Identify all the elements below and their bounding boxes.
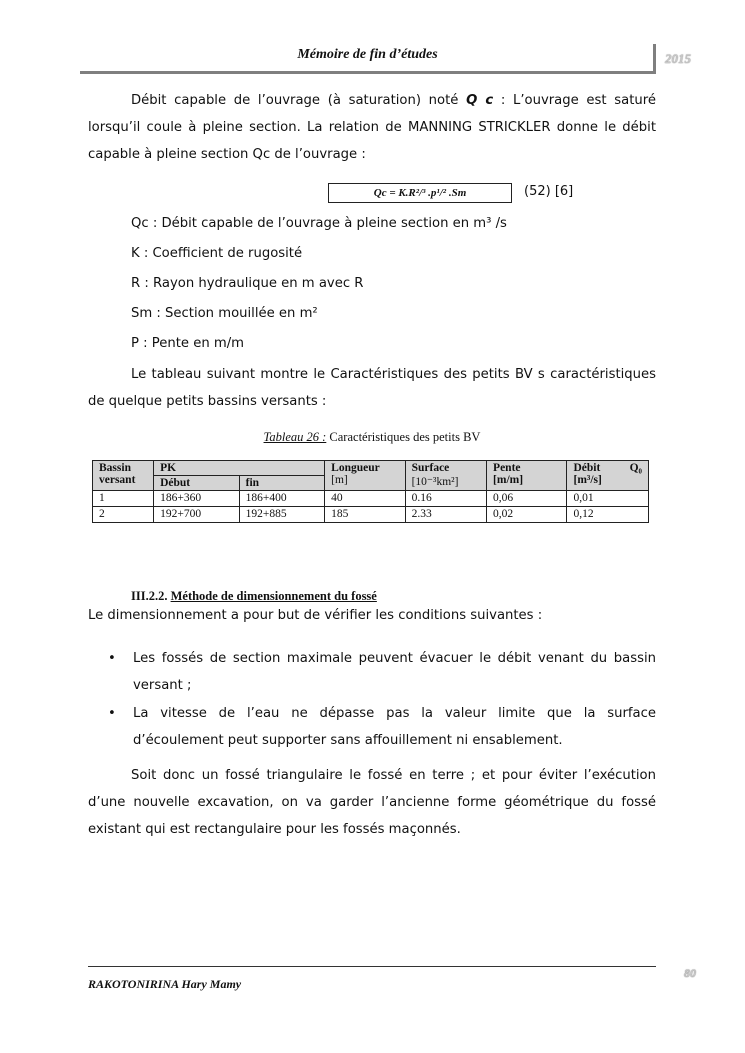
definition-p: P : Pente en m/m bbox=[131, 336, 245, 351]
cell-debut: 192+700 bbox=[154, 507, 240, 523]
definition-k: K : Coefficient de rugosité bbox=[131, 246, 303, 261]
list-item bbox=[88, 645, 656, 699]
intro-paragraph bbox=[88, 87, 656, 168]
list-item-text: Les fossés de section maximale peuvent évacuer le débit venant du bassin versant ; bbox=[133, 651, 656, 693]
header-debit-unit: [m³/s] bbox=[573, 474, 602, 486]
header-surface bbox=[405, 461, 486, 491]
header-surface-unit: [10⁻³km²] bbox=[411, 476, 459, 488]
footer-rule bbox=[88, 966, 656, 967]
cell-debit: 0,01 bbox=[567, 491, 649, 507]
equation-reference: (52) [6] bbox=[524, 184, 574, 199]
header-debit-name: Débit bbox=[573, 462, 601, 474]
conditions-list bbox=[88, 645, 656, 754]
goal-sentence: Le dimensionnement a pour but de vérifier les conditions suivantes : bbox=[88, 608, 543, 623]
header-debit-symbol: Q₀ bbox=[629, 462, 642, 474]
list-item bbox=[88, 700, 656, 754]
page-number: 80 bbox=[684, 966, 696, 980]
table-intro-paragraph: Le tableau suivant montre le Caractéristiques des petits BV s caractéristiques de quelque petits bassins versants : bbox=[88, 367, 656, 409]
header-pente bbox=[487, 461, 567, 491]
basin-characteristics-table bbox=[92, 460, 649, 523]
caption-label: Tableau 26 : bbox=[263, 430, 327, 444]
definition-qc: Qc : Débit capable de l’ouvrage à pleine section en m³ /s bbox=[131, 216, 507, 231]
header-rule bbox=[80, 71, 655, 74]
header-debut: Début bbox=[154, 476, 240, 491]
bullet-icon: • bbox=[108, 651, 116, 666]
intro-lead: Débit capable de l’ouvrage (à saturation) noté bbox=[131, 93, 467, 108]
list-item-text: La vitesse de l’eau ne dépasse pas la valeur limite que la surface d’écoulement peut supporter sans affouillement ni ensablement. bbox=[133, 706, 656, 748]
cell-debut: 186+360 bbox=[154, 491, 240, 507]
definition-r: R : Rayon hydraulique en m avec R bbox=[131, 276, 364, 291]
table-row bbox=[93, 507, 649, 523]
caption-text: Caractéristiques des petits BV bbox=[326, 430, 481, 444]
cell-fin: 186+400 bbox=[239, 491, 325, 507]
intro-symbol: Q c bbox=[466, 93, 494, 108]
header-longueur-unit: [m] bbox=[331, 474, 348, 486]
intro-rest: : L’ouvrage est saturé lorsqu’il coule à pleine section. La relation de MANNING STRICKLER donne le débit capable à pleine section Qc de l’ouvrage : bbox=[88, 93, 656, 162]
section-title: Méthode de dimensionnement du fossé bbox=[170, 589, 377, 603]
header-pente-name: Pente bbox=[493, 462, 521, 474]
header-longueur-name: Longueur bbox=[331, 462, 380, 474]
page-header-title: Mémoire de fin d’études bbox=[297, 47, 438, 62]
cell-bassin: 1 bbox=[93, 491, 154, 507]
header-pente-unit: [m/m] bbox=[493, 474, 524, 486]
footer-author: RAKOTONIRINA Hary Mamy bbox=[88, 977, 242, 991]
header-surface-name: Surface bbox=[411, 462, 450, 474]
equation-box: Qc = K.R²/³ .p¹/² .Sm bbox=[328, 183, 512, 203]
bullet-icon: • bbox=[108, 706, 116, 721]
conclusion-paragraph: Soit donc un fossé triangulaire le fossé en terre ; et pour éviter l’exécution d’une nouvelle excavation, on va garder l’ancienne forme géométrique du fossé existant qui est rectangulaire pour les fossés maçonnés. bbox=[88, 768, 656, 837]
header-longueur bbox=[325, 461, 405, 491]
cell-surface: 2.33 bbox=[405, 507, 486, 523]
table-caption bbox=[88, 430, 656, 445]
cell-longueur: 40 bbox=[325, 491, 405, 507]
table-row bbox=[93, 491, 649, 507]
header-pk: PK bbox=[154, 461, 325, 476]
header-bassin: Bassin versant bbox=[93, 461, 154, 491]
cell-bassin: 2 bbox=[93, 507, 154, 523]
cell-debit: 0,12 bbox=[567, 507, 649, 523]
cell-pente: 0,02 bbox=[487, 507, 567, 523]
cell-longueur: 185 bbox=[325, 507, 405, 523]
cell-fin: 192+885 bbox=[239, 507, 325, 523]
header-vertical-divider bbox=[653, 44, 656, 74]
header-fin: fin bbox=[239, 476, 325, 491]
definition-sm: Sm : Section mouillée en m² bbox=[131, 306, 318, 321]
cell-surface: 0.16 bbox=[405, 491, 486, 507]
cell-pente: 0,06 bbox=[487, 491, 567, 507]
header-debit bbox=[567, 461, 649, 491]
section-number: III.2.2. bbox=[131, 589, 168, 603]
header-year: 2015 bbox=[665, 51, 691, 66]
